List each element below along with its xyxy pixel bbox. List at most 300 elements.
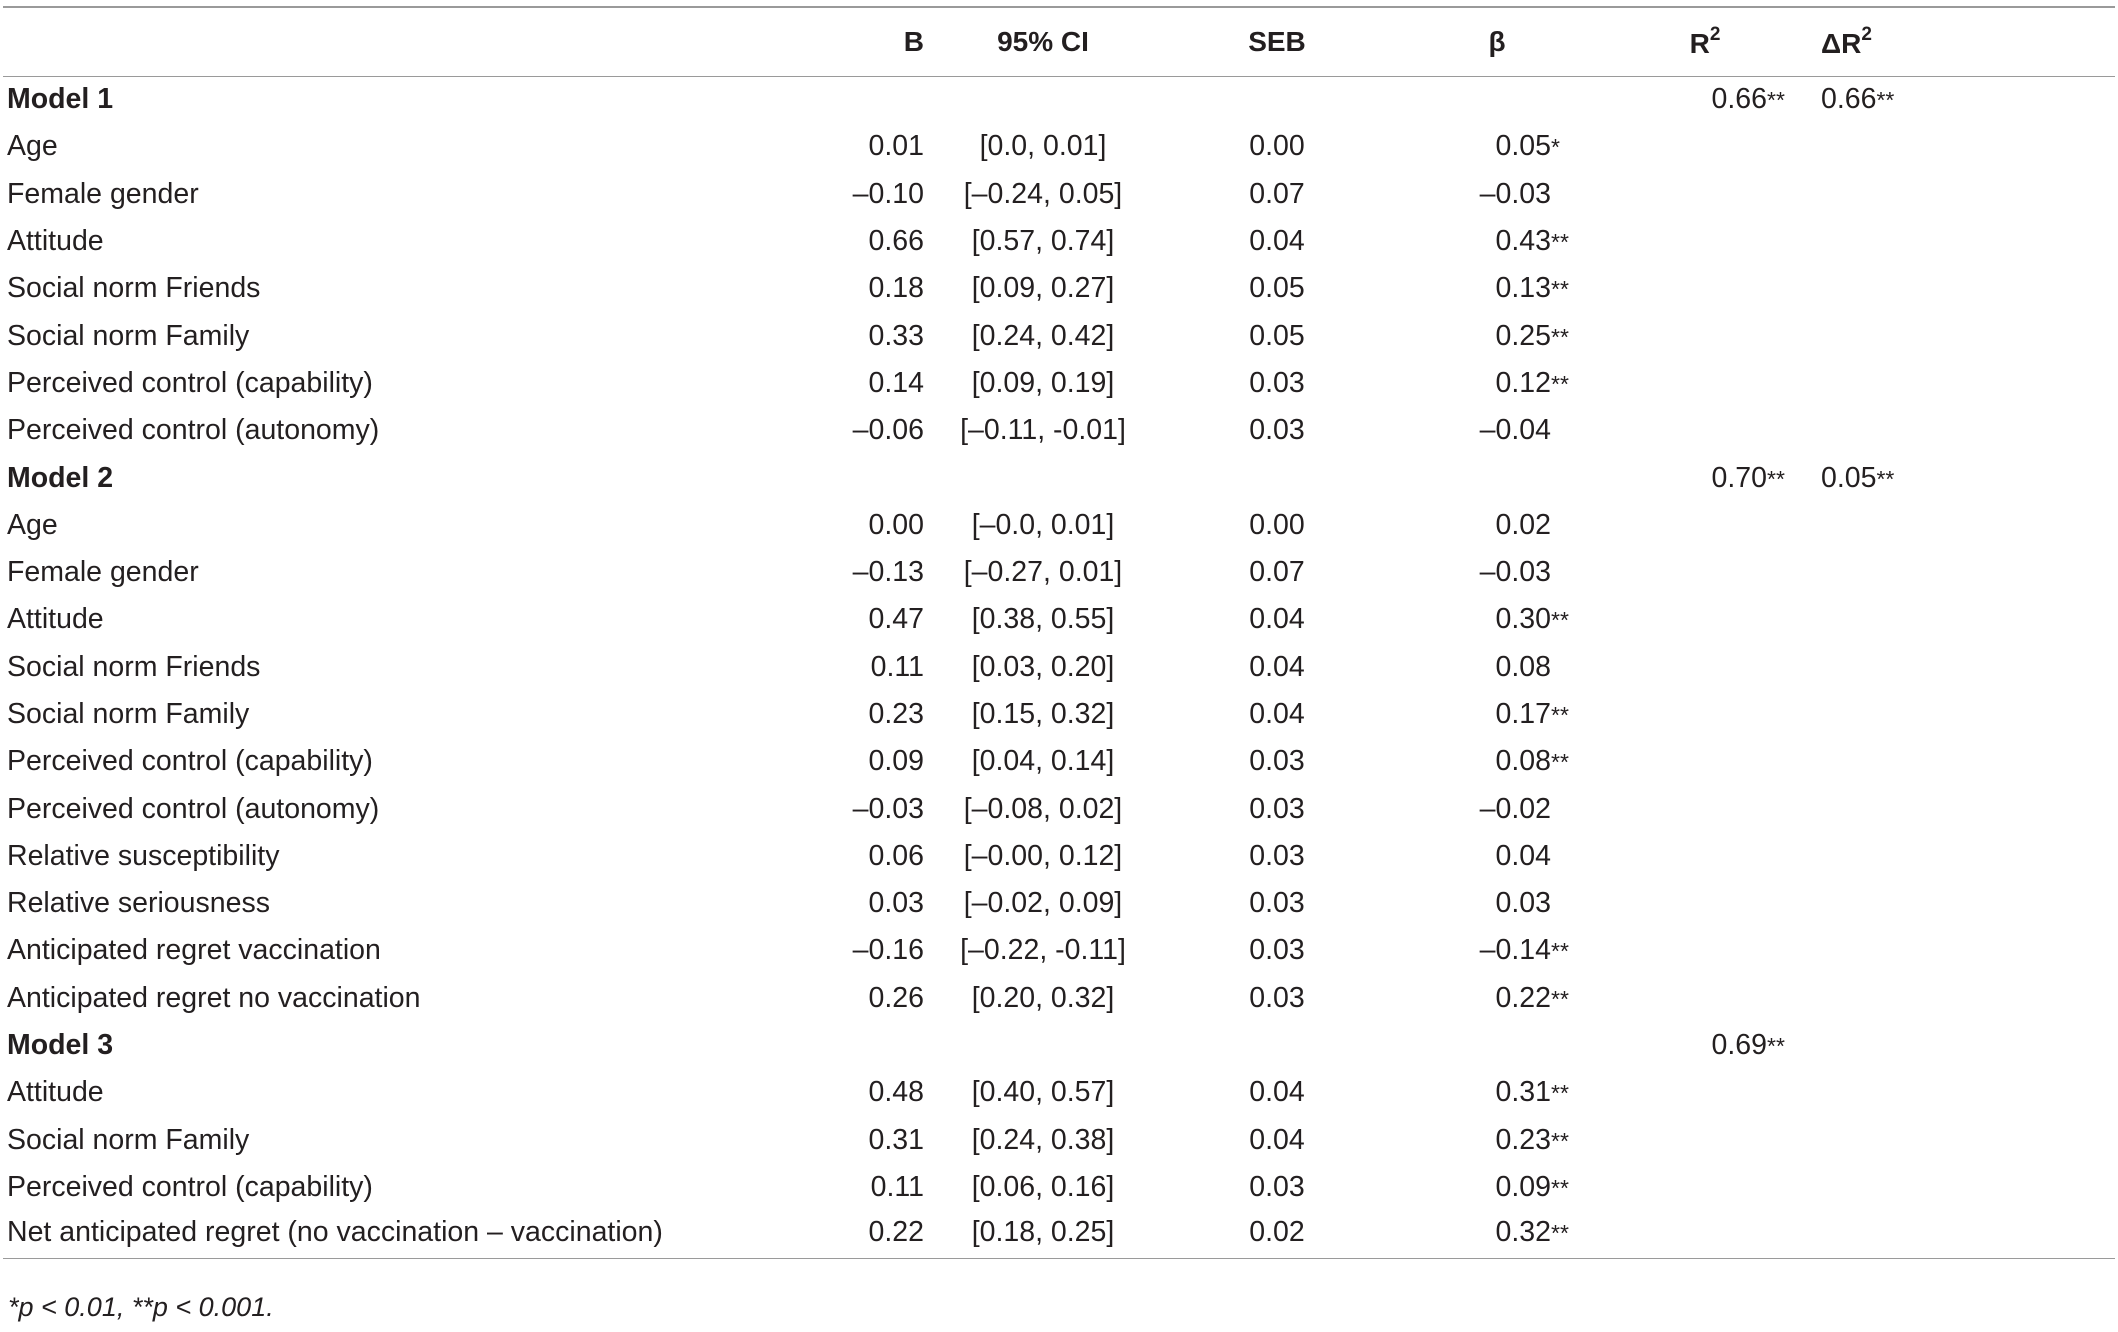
cell-beta-significance: ** — [1551, 749, 1569, 776]
cell-predictor-value: Model 1 — [7, 83, 114, 116]
cell-predictor-value: Social norm Friends — [7, 272, 261, 305]
cell-beta — [1400, 1069, 1594, 1116]
header-seb: SEB — [1154, 7, 1400, 76]
cell-ci — [932, 360, 1154, 407]
cell-r2 — [1594, 171, 1816, 218]
cell-b-value: 0.11 — [870, 1170, 924, 1203]
cell-b — [712, 738, 932, 785]
cell-predictor-value: Model 2 — [7, 461, 114, 494]
cell-ci — [932, 880, 1154, 927]
cell-beta — [1400, 171, 1594, 218]
cell-b — [712, 1164, 932, 1211]
cell-predictor-value: Perceived control (capability) — [7, 745, 373, 778]
table-row — [3, 596, 2115, 643]
cell-seb — [1154, 76, 1400, 123]
cell-ci — [932, 1211, 1154, 1258]
cell-ci — [932, 76, 1154, 123]
cell-predictor — [3, 454, 712, 501]
cell-ci-value: [0.09, 0.19] — [971, 366, 1115, 399]
header-beta: β — [1400, 7, 1594, 76]
table-row — [3, 407, 2115, 454]
cell-ci — [932, 218, 1154, 265]
cell-ci — [932, 1164, 1154, 1211]
cell-b-value: 0.48 — [868, 1076, 924, 1109]
cell-b-value: 0.01 — [868, 130, 924, 163]
cell-delta-r2 — [1816, 1022, 2115, 1069]
cell-b-value: 0.33 — [868, 319, 924, 352]
cell-seb — [1154, 1211, 1400, 1258]
cell-ci-value: [0.20, 0.32] — [971, 981, 1115, 1014]
cell-ci-value: [–0.00, 0.12] — [963, 839, 1123, 872]
cell-delta-r2 — [1816, 218, 2115, 265]
table-row — [3, 644, 2115, 691]
cell-predictor-value: Net anticipated regret (no vaccination – vaccination) — [7, 1216, 663, 1249]
cell-seb-value: 0.03 — [1249, 934, 1305, 967]
cell-beta — [1400, 407, 1594, 454]
table-row — [3, 502, 2115, 549]
cell-ci-value: [0.15, 0.32] — [971, 698, 1115, 730]
cell-seb-value: 0.00 — [1249, 508, 1305, 541]
cell-predictor — [3, 123, 712, 170]
header-b-text: B — [903, 25, 924, 57]
cell-seb-value: 0.03 — [1249, 745, 1305, 778]
cell-delta-r2-significance: ** — [1876, 87, 1895, 114]
cell-beta-value: 0.22 — [1495, 981, 1551, 1014]
cell-r2 — [1594, 1211, 1816, 1258]
cell-ci-value: [0.06, 0.16] — [971, 1170, 1115, 1203]
cell-beta — [1400, 360, 1594, 407]
model-header-row — [3, 1022, 2115, 1069]
cell-seb-value: 0.02 — [1249, 1216, 1305, 1249]
cell-b — [712, 975, 932, 1022]
cell-r2 — [1594, 218, 1816, 265]
cell-seb — [1154, 549, 1400, 596]
cell-seb-value: 0.03 — [1249, 887, 1305, 920]
cell-seb — [1154, 1022, 1400, 1069]
cell-beta-value: 0.03 — [1495, 887, 1551, 920]
cell-predictor — [3, 691, 712, 738]
cell-ci-value: [–0.22, -0.11] — [960, 934, 1126, 967]
cell-beta — [1400, 785, 1594, 832]
cell-beta — [1400, 644, 1594, 691]
cell-seb-value: 0.04 — [1249, 1076, 1305, 1109]
cell-delta-r2 — [1816, 880, 2115, 927]
cell-b — [712, 644, 932, 691]
cell-predictor-value: Attitude — [7, 603, 104, 636]
cell-predictor — [3, 76, 712, 123]
cell-ci — [932, 312, 1154, 359]
cell-beta — [1400, 454, 1594, 501]
cell-ci — [932, 454, 1154, 501]
cell-r2 — [1594, 1022, 1816, 1069]
cell-seb — [1154, 785, 1400, 832]
cell-predictor — [3, 975, 712, 1022]
cell-seb — [1154, 691, 1400, 738]
cell-r2-significance: ** — [1767, 1033, 1785, 1060]
cell-predictor — [3, 1164, 712, 1211]
cell-delta-r2 — [1816, 171, 2115, 218]
cell-predictor-value: Anticipated regret vaccination — [7, 934, 381, 967]
cell-r2 — [1594, 833, 1816, 880]
cell-b — [712, 454, 932, 501]
cell-r2 — [1594, 265, 1816, 312]
model-header-row — [3, 76, 2115, 123]
cell-r2 — [1594, 880, 1816, 927]
cell-predictor — [3, 265, 712, 312]
cell-b-value: 0.03 — [868, 887, 924, 920]
cell-r2 — [1594, 1117, 1816, 1164]
cell-seb-value: 0.03 — [1249, 1170, 1305, 1203]
cell-beta — [1400, 833, 1594, 880]
cell-beta-significance: ** — [1551, 370, 1569, 397]
cell-seb-value: 0.04 — [1249, 698, 1305, 730]
cell-predictor-value: Anticipated regret no vaccination — [7, 981, 421, 1014]
cell-predictor — [3, 407, 712, 454]
cell-b — [712, 549, 932, 596]
cell-seb — [1154, 171, 1400, 218]
cell-beta — [1400, 123, 1594, 170]
cell-predictor-value: Relative seriousness — [7, 887, 270, 920]
cell-predictor-value: Social norm Family — [7, 319, 250, 352]
cell-b — [712, 502, 932, 549]
cell-ci — [932, 502, 1154, 549]
cell-seb — [1154, 454, 1400, 501]
cell-predictor — [3, 738, 712, 785]
cell-predictor-value: Female gender — [7, 177, 199, 210]
cell-predictor-value: Attitude — [7, 225, 104, 258]
cell-seb-value: 0.00 — [1249, 130, 1305, 163]
cell-r2 — [1594, 312, 1816, 359]
cell-b — [712, 1022, 932, 1069]
cell-b-value: 0.23 — [868, 698, 924, 730]
cell-r2 — [1594, 549, 1816, 596]
table-row — [3, 360, 2115, 407]
cell-ci — [932, 927, 1154, 974]
cell-b — [712, 785, 932, 832]
cell-delta-r2 — [1816, 644, 2115, 691]
table-row — [3, 880, 2115, 927]
table-row — [3, 1164, 2115, 1211]
cell-predictor-value: Model 3 — [7, 1029, 114, 1062]
cell-seb — [1154, 975, 1400, 1022]
cell-ci-value: [0.18, 0.25] — [971, 1216, 1115, 1249]
cell-r2 — [1594, 1069, 1816, 1116]
cell-seb-value: 0.03 — [1249, 839, 1305, 872]
cell-beta-significance: ** — [1551, 229, 1569, 256]
cell-beta — [1400, 1211, 1594, 1258]
cell-beta — [1400, 265, 1594, 312]
cell-predictor-value: Relative susceptibility — [7, 839, 280, 872]
cell-b — [712, 880, 932, 927]
cell-seb-value: 0.03 — [1249, 981, 1305, 1014]
cell-ci-value: [0.38, 0.55] — [971, 603, 1115, 636]
cell-ci — [932, 691, 1154, 738]
cell-predictor-value: Perceived control (capability) — [7, 366, 373, 399]
cell-r2 — [1594, 123, 1816, 170]
header-row — [3, 7, 2115, 76]
cell-beta — [1400, 1164, 1594, 1211]
cell-r2 — [1594, 975, 1816, 1022]
cell-ci-value: [0.24, 0.42] — [971, 319, 1115, 352]
cell-beta-significance: ** — [1551, 1220, 1569, 1247]
cell-b — [712, 596, 932, 643]
cell-ci-value: [0.57, 0.74] — [971, 225, 1115, 258]
cell-delta-r2-value: 0.66 — [1821, 83, 1877, 116]
cell-delta-r2 — [1816, 927, 2115, 974]
cell-r2 — [1594, 1164, 1816, 1211]
cell-seb — [1154, 123, 1400, 170]
regression-table — [3, 6, 2115, 1259]
cell-r2 — [1594, 927, 1816, 974]
cell-b-value: 0.14 — [868, 366, 924, 399]
cell-delta-r2 — [1816, 738, 2115, 785]
cell-delta-r2 — [1816, 454, 2115, 501]
cell-beta — [1400, 76, 1594, 123]
cell-seb — [1154, 218, 1400, 265]
header-predictor — [3, 7, 712, 76]
cell-ci — [932, 1117, 1154, 1164]
table-header — [3, 7, 2115, 76]
cell-beta-significance: * — [1551, 134, 1560, 161]
cell-ci-value: [0.40, 0.57] — [971, 1076, 1115, 1109]
cell-beta-value: 0.02 — [1495, 508, 1551, 541]
cell-beta-significance: ** — [1551, 1127, 1569, 1154]
cell-beta-value: 0.09 — [1495, 1170, 1551, 1203]
cell-beta-significance: ** — [1551, 607, 1569, 634]
cell-ci — [932, 265, 1154, 312]
cell-beta-value: 0.12 — [1495, 366, 1551, 399]
cell-predictor-value: Perceived control (capability) — [7, 1170, 373, 1203]
cell-beta-value: 0.05 — [1495, 130, 1551, 163]
cell-ci-value: [0.24, 0.38] — [971, 1123, 1115, 1156]
header-delta-r2 — [1816, 7, 2115, 76]
table-row — [3, 312, 2115, 359]
cell-r2-value: 0.70 — [1711, 461, 1767, 494]
cell-predictor — [3, 880, 712, 927]
cell-b-value: –0.03 — [852, 792, 924, 825]
cell-seb — [1154, 927, 1400, 974]
cell-seb-value: 0.03 — [1249, 414, 1305, 447]
cell-ci-value: [–0.27, 0.01] — [963, 556, 1123, 589]
cell-b — [712, 1069, 932, 1116]
cell-predictor — [3, 1117, 712, 1164]
cell-beta — [1400, 691, 1594, 738]
header-r2-sup: 2 — [1709, 23, 1721, 45]
cell-predictor — [3, 596, 712, 643]
cell-b — [712, 312, 932, 359]
cell-seb — [1154, 738, 1400, 785]
cell-r2-value: 0.69 — [1711, 1029, 1767, 1062]
table-row — [3, 265, 2115, 312]
cell-seb — [1154, 833, 1400, 880]
cell-r2 — [1594, 502, 1816, 549]
cell-b — [712, 691, 932, 738]
cell-ci-value: [0.0, 0.01] — [979, 130, 1107, 163]
cell-r2-value: 0.66 — [1711, 83, 1767, 116]
cell-beta-value: 0.13 — [1495, 272, 1551, 305]
cell-seb-value: 0.05 — [1249, 319, 1305, 352]
cell-b-value: 0.06 — [868, 839, 924, 872]
cell-r2 — [1594, 691, 1816, 738]
cell-b — [712, 123, 932, 170]
cell-b-value: 0.22 — [868, 1216, 924, 1249]
table-row — [3, 975, 2115, 1022]
cell-predictor — [3, 1069, 712, 1116]
cell-b-value: 0.11 — [870, 650, 924, 683]
cell-beta — [1400, 1022, 1594, 1069]
cell-seb-value: 0.05 — [1249, 272, 1305, 305]
cell-b — [712, 218, 932, 265]
cell-predictor-value: Age — [7, 130, 58, 163]
cell-b-value: 0.31 — [868, 1123, 924, 1156]
cell-r2-significance: ** — [1767, 465, 1785, 492]
cell-b-value: 0.26 — [868, 981, 924, 1014]
table-footnote: *p < 0.01, **p < 0.001. — [8, 1292, 274, 1322]
cell-ci-value: [–0.0, 0.01] — [971, 508, 1115, 541]
cell-delta-r2 — [1816, 407, 2115, 454]
cell-b — [712, 265, 932, 312]
cell-beta-value: 0.25 — [1495, 319, 1551, 352]
cell-r2 — [1594, 785, 1816, 832]
cell-predictor — [3, 785, 712, 832]
cell-ci — [932, 1022, 1154, 1069]
cell-beta — [1400, 738, 1594, 785]
cell-seb-value: 0.07 — [1249, 556, 1305, 589]
table-row — [3, 927, 2115, 974]
cell-delta-r2-significance: ** — [1876, 465, 1895, 492]
cell-beta — [1400, 502, 1594, 549]
cell-delta-r2 — [1816, 833, 2115, 880]
cell-seb-value: 0.07 — [1249, 177, 1305, 210]
cell-r2 — [1594, 454, 1816, 501]
cell-ci-value: [–0.11, -0.01] — [960, 414, 1126, 447]
model-header-row — [3, 454, 2115, 501]
table-row — [3, 691, 2115, 738]
cell-ci-value: [0.03, 0.20] — [971, 650, 1115, 683]
cell-b-value: 0.09 — [868, 745, 924, 778]
cell-beta-significance: ** — [1551, 276, 1569, 303]
table-body — [3, 76, 2115, 1258]
cell-b-value: 0.00 — [868, 508, 924, 541]
header-r2-text: R — [1689, 27, 1710, 59]
cell-beta-significance: ** — [1551, 938, 1569, 965]
table-row — [3, 785, 2115, 832]
cell-beta — [1400, 880, 1594, 927]
cell-ci — [932, 123, 1154, 170]
cell-predictor-value: Social norm Family — [7, 1123, 250, 1156]
cell-ci — [932, 171, 1154, 218]
cell-r2 — [1594, 596, 1816, 643]
table-row — [3, 833, 2115, 880]
cell-predictor — [3, 644, 712, 691]
cell-seb — [1154, 1117, 1400, 1164]
cell-delta-r2 — [1816, 123, 2115, 170]
cell-beta-value: 0.17 — [1495, 698, 1551, 730]
cell-seb-value: 0.03 — [1249, 792, 1305, 825]
cell-r2-significance: ** — [1767, 87, 1785, 114]
cell-seb-value: 0.04 — [1249, 1123, 1305, 1156]
cell-ci-value: [–0.08, 0.02] — [963, 792, 1123, 825]
cell-r2 — [1594, 644, 1816, 691]
cell-seb — [1154, 1164, 1400, 1211]
cell-b-value: 0.47 — [868, 603, 924, 636]
table-row — [3, 549, 2115, 596]
cell-predictor-value: Age — [7, 508, 58, 541]
cell-seb — [1154, 312, 1400, 359]
cell-r2 — [1594, 360, 1816, 407]
cell-b-value: –0.13 — [852, 556, 924, 589]
cell-beta-value: –0.03 — [1479, 556, 1551, 589]
cell-beta-significance: ** — [1551, 985, 1569, 1012]
cell-ci — [932, 833, 1154, 880]
cell-b — [712, 833, 932, 880]
cell-delta-r2 — [1816, 502, 2115, 549]
cell-seb-value: 0.04 — [1249, 650, 1305, 683]
cell-delta-r2 — [1816, 360, 2115, 407]
cell-predictor-value: Perceived control (autonomy) — [7, 414, 380, 447]
header-b — [712, 7, 932, 76]
cell-delta-r2 — [1816, 549, 2115, 596]
cell-seb — [1154, 880, 1400, 927]
cell-predictor — [3, 927, 712, 974]
table-row — [3, 218, 2115, 265]
cell-seb-value: 0.04 — [1249, 603, 1305, 636]
cell-beta-significance: ** — [1551, 323, 1569, 350]
cell-beta-significance: ** — [1551, 702, 1569, 728]
cell-predictor — [3, 833, 712, 880]
cell-seb — [1154, 360, 1400, 407]
cell-b-value: 0.18 — [868, 272, 924, 305]
cell-predictor — [3, 218, 712, 265]
cell-b — [712, 407, 932, 454]
cell-seb — [1154, 644, 1400, 691]
cell-predictor — [3, 312, 712, 359]
cell-beta-value: –0.03 — [1479, 177, 1551, 210]
table-row — [3, 738, 2115, 785]
cell-ci — [932, 975, 1154, 1022]
cell-delta-r2 — [1816, 1069, 2115, 1116]
cell-b-value: –0.06 — [852, 414, 924, 447]
cell-b — [712, 1211, 932, 1258]
table-row — [3, 171, 2115, 218]
cell-r2 — [1594, 738, 1816, 785]
cell-beta-significance: ** — [1551, 1174, 1569, 1201]
cell-b — [712, 1117, 932, 1164]
cell-beta-value: 0.08 — [1495, 650, 1551, 683]
cell-seb-value: 0.04 — [1249, 225, 1305, 258]
cell-b — [712, 76, 932, 123]
cell-ci — [932, 738, 1154, 785]
cell-beta-value: 0.32 — [1495, 1216, 1551, 1249]
cell-beta-value: 0.43 — [1495, 225, 1551, 258]
cell-b — [712, 360, 932, 407]
cell-delta-r2 — [1816, 1164, 2115, 1211]
cell-b-value: –0.16 — [852, 934, 924, 967]
cell-predictor-value: Female gender — [7, 556, 199, 589]
cell-predictor — [3, 1211, 712, 1258]
cell-beta — [1400, 975, 1594, 1022]
cell-beta — [1400, 218, 1594, 265]
cell-beta — [1400, 1117, 1594, 1164]
cell-ci — [932, 644, 1154, 691]
header-delta-r2-text: ΔR — [1821, 27, 1862, 59]
cell-ci-value: [0.09, 0.27] — [971, 272, 1115, 305]
cell-predictor — [3, 549, 712, 596]
table-row — [3, 123, 2115, 170]
cell-r2 — [1594, 407, 1816, 454]
cell-beta-value: –0.04 — [1479, 414, 1551, 447]
cell-delta-r2 — [1816, 1117, 2115, 1164]
